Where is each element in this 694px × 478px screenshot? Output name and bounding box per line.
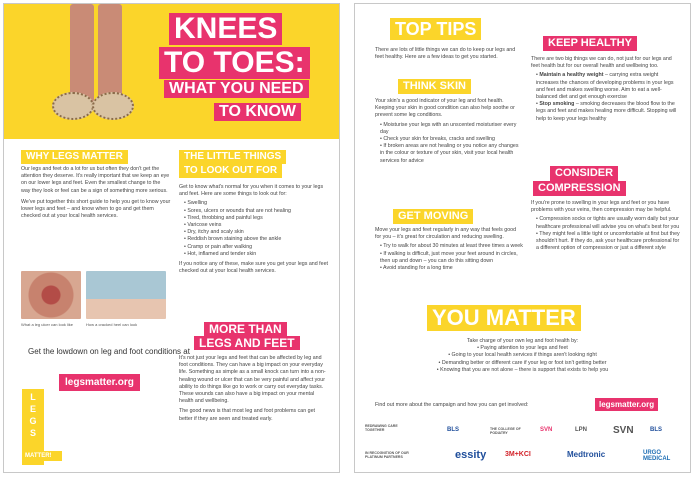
- matter-item-text: Demanding better or different care if your leg or foot isn't getting better: [441, 359, 607, 366]
- look-item: • Varicose veins: [184, 222, 222, 229]
- compression-item: • They might feel a little tight or uncomfortable at first but they shouldn't hurt. If they do, ask your healthcare professional for a different option of compression or just a different style: [536, 230, 680, 252]
- lowdown-text: Get the lowdown on leg and foot conditions at: [28, 347, 190, 356]
- you-matter-heading: YOU MATTER: [427, 305, 581, 331]
- skin-item: • Moisturise your legs with an unscented moisturiser every day: [380, 121, 517, 135]
- find-out-more-text: Find out more about the campaign and how you can get involved:: [375, 402, 529, 408]
- matter-item-text: Knowing that you are not alone – there is support that exists to help you: [440, 366, 609, 373]
- look-intro: Get to know what's normal for you when it comes to your legs and feet. Here are some things to look out for:: [179, 184, 324, 198]
- compression-item-text: Compression socks or tights are usually worn daily but your healthcare professional will advise you on what's best for you: [536, 216, 680, 230]
- medtronic-logo: Medtronic: [567, 450, 606, 459]
- look-item: • Dry, itchy and scaly skin: [184, 229, 244, 236]
- look-item: • Hot, inflamed and tender skin: [184, 250, 257, 257]
- title-line-2: TO TOES:: [159, 47, 310, 79]
- consider-heading: CONSIDER: [550, 166, 618, 181]
- get-moving-heading: GET MOVING: [393, 209, 473, 224]
- healthy-item-bold: Maintain a healthy weight: [539, 72, 604, 79]
- bls-logo: BLS: [447, 427, 459, 433]
- matter-item: • Knowing that you are not alone – there is support that exists to help you: [436, 366, 609, 373]
- logo-letter: G: [29, 416, 37, 426]
- logo-letter: S: [29, 428, 36, 438]
- 3m-kci-logo: 3M+KCI: [505, 451, 531, 458]
- more-than-text: [179, 355, 329, 423]
- compression-heading: COMPRESSION: [533, 181, 626, 196]
- look-item-text: Varicose veins: [187, 222, 222, 229]
- healthy-item-text: – carrying extra weight increases the chances of developing problems in your legs and feet and makes swelling worse. Aim to eat a well-balanced diet and get enough exercise: [536, 72, 674, 101]
- legsmatter-link-back[interactable]: legsmatter.org: [595, 398, 658, 411]
- platinum-partners-text: IN RECOGNITION OF OUR PLATINUM PARTNERS: [365, 451, 409, 459]
- more-than-heading-2: LEGS AND FEET: [194, 336, 300, 350]
- top-tips-heading: TOP TIPS: [390, 18, 481, 40]
- skin-item: • If broken areas are not healing or you notice any changes in the colour or texture of your skin, visit your local health services for advice: [380, 143, 519, 164]
- essity-logo: essity: [455, 449, 487, 461]
- more-than-heading-1: MORE THAN: [204, 322, 287, 336]
- moving-item-text: Avoid standing for a long time: [383, 265, 453, 272]
- moving-item-text: If walking is difficult, just move your feet around in circles, then up and down – you can do this sitting down: [380, 250, 518, 264]
- look-item-text: Sores, ulcers or wounds that are not healing: [187, 207, 291, 214]
- skin-item-text: If broken areas are not healing or you notice any changes in the colour or texture of your skin, visit your local health services for advice: [380, 143, 519, 164]
- top-tips-intro: There are lots of little things we can do to keep our legs and feet healthy. Here are a few ideas to get you started.: [375, 47, 516, 61]
- look-item-text: Tired, throbbing and painful legs: [187, 214, 263, 221]
- keep-healthy-heading: KEEP HEALTHY: [543, 36, 637, 51]
- moving-item-text: Try to walk for about 30 minutes at least three times a week: [383, 243, 523, 250]
- keep-healthy-text: [531, 56, 681, 123]
- title-line-4: TO KNOW: [214, 103, 301, 121]
- legsmatter-link[interactable]: legsmatter.org: [59, 374, 140, 391]
- lpn-logo: LPN: [575, 427, 587, 433]
- college-of-podiatry-logo: THE COLLEGE OF PODIATRY: [490, 427, 521, 435]
- why-legs-matter-heading: WHY LEGS MATTER: [21, 150, 128, 164]
- matter-item-text: Going to your local health services if things aren't looking right: [451, 352, 597, 359]
- title-line-3: WHAT YOU NEED: [164, 80, 309, 98]
- skin-intro: Your skin's a good indicator of your leg and foot health. Keeping your skin in good condition can also help soothe or prevent some leg conditions.: [375, 98, 515, 119]
- matter-item: • Paying attention to your legs and feet: [477, 345, 568, 352]
- leg-ulcer-photo: [21, 271, 81, 319]
- leaflet-front-page: [3, 3, 340, 473]
- slipper-left-image: [52, 92, 94, 120]
- logo-letter: E: [29, 404, 36, 414]
- compression-intro: If you're prone to swelling in your legs and feet or you have problems with your veins, then compression may be helpful.: [531, 200, 672, 214]
- compression-item: • Compression socks or tights are usually worn daily but your healthcare professional will advise you on what's best for you: [536, 216, 680, 230]
- why-paragraph-1: Our legs and feet do a lot for us but often they don't get the attention they deserve. It's really important that we keep an eye on our lower legs and feet. Even the smallest change to the way they look or feel can be a sign of something more serious.: [21, 166, 170, 194]
- healthy-item-text: – smoking decreases the blood flow to the legs and feet and makes healing more difficult. Stopping will help to keep your legs healthy: [536, 101, 677, 122]
- urgo-logo: URGO MEDICAL: [643, 450, 671, 462]
- svn-logo-2: SVN: [613, 425, 634, 436]
- think-skin-heading: THINK SKIN: [398, 79, 471, 94]
- left-leg-image: [70, 4, 94, 104]
- little-things-heading-2: TO LOOK OUT FOR: [179, 164, 282, 178]
- logo-letter: L: [30, 392, 36, 402]
- redrawing-care-logo: REDRAWING CARE TOGETHER: [365, 424, 398, 432]
- look-item: • Cramp or pain after walking: [184, 243, 253, 250]
- healthy-item-bold: Stop smoking: [539, 101, 575, 108]
- get-moving-text: [375, 227, 523, 272]
- look-item-text: Dry, itchy and scaly skin: [187, 229, 244, 236]
- moving-item: • Avoid standing for a long time: [380, 265, 453, 272]
- moving-item: • Try to walk for about 30 minutes at least three times a week: [380, 243, 523, 250]
- cracked-heel-photo: [86, 271, 166, 319]
- moving-item: • If walking is difficult, just move your feet around in circles, then up and down – you can do this sitting down: [380, 250, 518, 264]
- skin-item-text: Check your skin for breaks, cracks and swelling: [383, 136, 495, 143]
- why-paragraph-2: We've put together this short guide to help you get to know your lower legs and feet – and know when to go and get them checked out at your local health services.: [21, 198, 171, 220]
- think-skin-text: [375, 98, 523, 165]
- bls-logo-2: BLS: [650, 427, 662, 433]
- look-item-text: Hot, inflamed and tender skin: [187, 250, 257, 257]
- svn-logo: SVN: [540, 427, 553, 433]
- you-matter-text: [380, 338, 665, 374]
- why-legs-matter-text: [21, 166, 171, 220]
- moving-intro: Move your legs and feet regularly in any way that feels good for you – it's great for circulation and reducing swelling.: [375, 227, 517, 241]
- look-item-text: Swelling: [187, 200, 208, 207]
- heel-caption: How a cracked heel can look: [86, 322, 138, 327]
- skin-item: • Check your skin for breaks, cracks and swelling: [380, 136, 495, 143]
- look-item-text: Reddish brown staining above the ankle: [187, 236, 282, 243]
- compression-text: [531, 200, 681, 252]
- ulcer-caption: What a leg ulcer can look like: [21, 322, 74, 327]
- healthy-item: • Maintain a healthy weight – carrying extra weight increases the chances of developing problems in your legs and feet and makes swelling worse. Aim to eat a well-balanced diet and get enough exercise: [536, 72, 674, 101]
- look-item: • Sores, ulcers or wounds that are not healing: [184, 207, 291, 214]
- healthy-intro: There are two big things we can do, not just for our legs and feet health but for our overall health and wellbeing too.: [531, 56, 672, 70]
- look-outro: If you notice any of these, make sure you get your legs and feet checked out at your local health services.: [179, 261, 328, 275]
- matter-item-text: Paying attention to your legs and feet: [480, 345, 568, 352]
- skin-item-text: Moisturise your legs with an unscented moisturiser every day: [380, 121, 517, 135]
- leaflet-back-page: [354, 3, 691, 473]
- look-item: • Tired, throbbing and painful legs: [184, 214, 263, 221]
- matter-item: • Demanding better or different care if your leg or foot isn't getting better: [438, 359, 607, 366]
- look-item: • Swelling: [184, 200, 208, 207]
- hero-banner: [4, 4, 339, 139]
- matter-item: • Going to your local health services if things aren't looking right: [448, 352, 597, 359]
- more-paragraph-2: The good news is that most leg and foot problems can get better if they are seen and treated early.: [179, 408, 316, 422]
- right-leg-image: [98, 4, 122, 104]
- little-things-text: [179, 184, 329, 275]
- matter-intro: Take charge of your own leg and foot health by:: [466, 338, 579, 344]
- logo-matter-text: MATTER!: [22, 451, 62, 461]
- slipper-right-image: [92, 92, 134, 120]
- healthy-item: • Stop smoking – smoking decreases the blood flow to the legs and feet and makes healing more difficult. Stopping will help to keep your legs healthy: [536, 101, 677, 122]
- little-things-heading-1: THE LITTLE THINGS: [179, 150, 286, 164]
- compression-item-text: They might feel a little tight or uncomfortable at first but they shouldn't hurt. If they do, ask your healthcare professional for a different option of compression or just a different style: [536, 230, 680, 252]
- legs-photo: [66, 4, 126, 104]
- look-item-text: Cramp or pain after walking: [187, 243, 253, 250]
- look-item: • Reddish brown staining above the ankle: [184, 236, 282, 243]
- title-line-1: KNEES: [169, 13, 282, 45]
- more-paragraph-1: It's not just your legs and feet that can be affected by leg and foot conditions. They can have a big impact on your everyday life. Something as simple as a small knock can turn into a non-healing wound or ulcer that can be very painful and affect your ability to do things like go to work or carry out everyday tasks. These wounds can also have a big impact on your mental health and wellbeing.: [179, 355, 326, 405]
